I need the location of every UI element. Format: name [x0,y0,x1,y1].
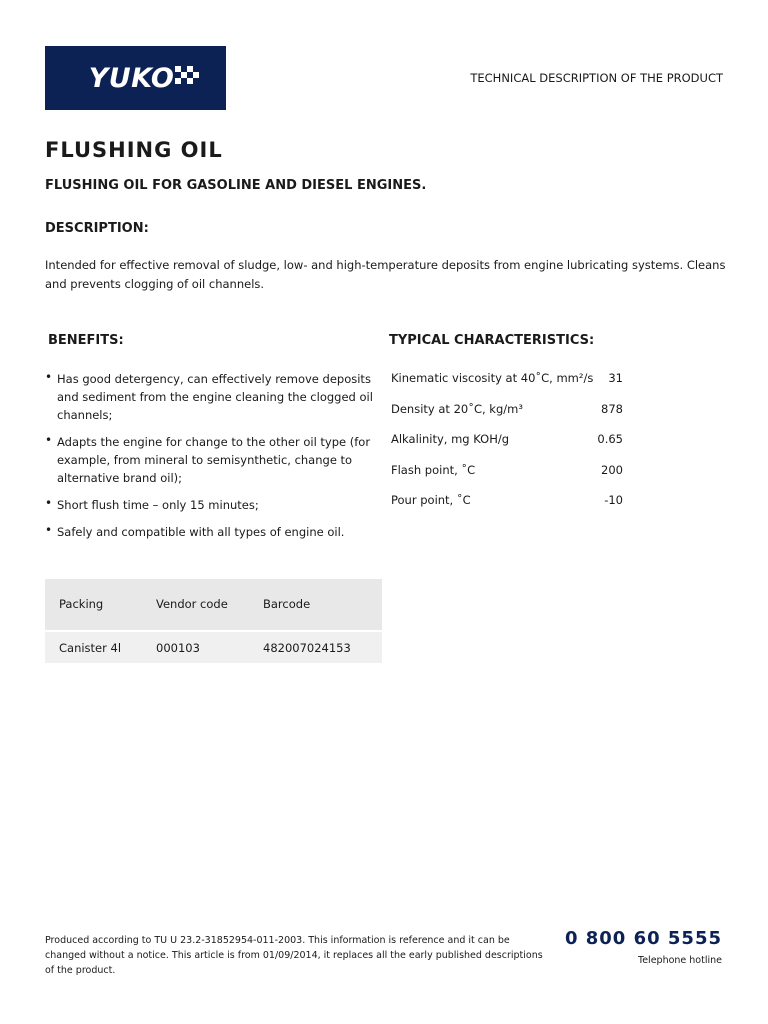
characteristic-label: Pour point, ˚C [391,493,471,507]
characteristic-row [391,430,623,461]
table-header-row [45,579,382,631]
hotline-label: Telephone hotline [638,955,722,966]
characteristic-value: 31 [608,371,623,385]
benefit-text: Short flush time – only 15 minutes; [57,498,259,512]
description-text: Intended for effective removal of sludge, low- and high-temperature deposits from engine lubricating systems. Cleans and prevents clogging of oil channels. [45,258,726,291]
table-cell-vendor-code: 000103 [142,631,249,663]
checkered-flag-icon [175,66,203,86]
benefit-item [45,496,375,514]
characteristic-value: -10 [604,493,623,507]
benefit-text: Has good detergency, can effectively remove deposits and sediment from the engine cleaning the clogged oil channels; [57,372,373,422]
characteristic-label: Density at 20˚C, kg/m³ [391,401,523,416]
characteristic-row [391,400,623,431]
characteristic-label: Kinematic viscosity at 40˚C, mm²/s [391,371,594,385]
table-row [45,631,382,663]
benefit-item [45,523,375,541]
bullet-icon: • [45,370,53,384]
characteristic-label: Flash point, ˚C [391,462,476,477]
bullet-icon: • [45,523,53,537]
description-heading: DESCRIPTION: [45,221,149,236]
characteristic-value: 200 [601,462,623,477]
logo-wordmark: YUKO [88,62,175,94]
footer-disclaimer: Produced according to TU U 23.2-31852954-011-2003. This information is reference and it can be changed without a notice. This article is from 01/09/2014, it replaces all the early published descriptions of the product. [45,935,543,976]
table-cell-packing: Canister 4l [45,631,142,663]
benefit-item [45,433,375,487]
benefit-text: Adapts the engine for change to the other oil type (for example, from mineral to semisynthetic, change to alternative brand oil); [57,435,371,485]
benefit-text: Safely and compatible with all types of engine oil. [57,525,345,539]
characteristics-list [391,369,623,522]
characteristic-row [391,369,623,400]
column-header-packing: Packing [45,579,142,631]
benefit-item [45,370,375,424]
characteristic-row [391,491,623,522]
hotline-number[interactable]: 0 800 60 5555 [564,928,722,949]
characteristic-row [391,461,623,492]
packing-table [45,579,382,663]
benefits-list [45,370,375,550]
column-header-vendor-code: Vendor code [142,579,249,631]
characteristic-value: 0.65 [597,432,623,446]
column-header-barcode: Barcode [249,579,382,631]
document-type-label: TECHNICAL DESCRIPTION OF THE PRODUCT [470,71,723,85]
product-subtitle: FLUSHING OIL FOR GASOLINE AND DIESEL ENGINES. [45,178,427,193]
characteristics-heading: TYPICAL CHARACTERISTICS: [389,333,595,348]
characteristic-label: Alkalinity, mg KOH/g [391,432,510,446]
table-cell-barcode: 482007024153 [249,631,382,663]
bullet-icon: • [45,496,53,510]
product-title: FLUSHING OIL [45,138,223,162]
characteristic-value: 878 [601,401,623,416]
benefits-heading: BENEFITS: [48,333,124,348]
bullet-icon: • [45,433,53,447]
